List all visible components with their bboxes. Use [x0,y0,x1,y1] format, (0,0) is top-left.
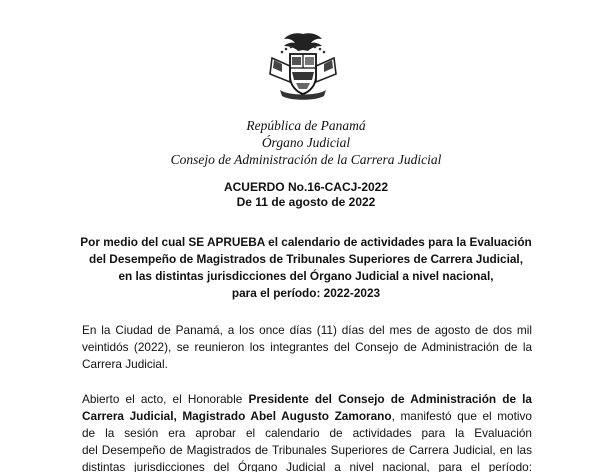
body-paragraph-2-line: del Desempeño de Magistrados de Tribunales Superiores de Carrera Judicial, en las [82,443,532,457]
body-paragraph-2-line: de la sesión era aprobar el calendario de actividades para la Evaluación [82,426,532,440]
opening-text: Abierto el acto, el Honorable [82,392,243,406]
subject-line: del Desempeño de Magistrados de Tribunales Superiores de Carrera Judicial, [88,252,523,266]
institution-line-republic: República de Panamá [246,118,366,133]
body-paragraph-2-line [82,391,532,408]
coat-of-arms-icon [262,30,344,102]
agreement-number: ACUERDO No.16-CACJ-2022 [223,180,389,194]
body-paragraph-1-line: En la Ciudad de Panamá, a los once días (11) días del mes de agosto de dos mil [82,323,532,337]
statement-text: , manifestó que el motivo [391,409,532,423]
subject-line: en las distintas jurisdicciones del Órgano Judicial a nivel nacional, [118,269,494,283]
subject-line: para el período: 2022-2023 [231,286,381,300]
body-paragraph-2-line: distintas jurisdicciones del Órgano Judicial a nivel nacional, para el período: [82,460,532,472]
body-paragraph-1-line: Carrera Judicial. [82,357,168,371]
body-paragraph-1-line: veintidós (2022), se reunieron los integrantes del Consejo de Administración de la [82,340,532,354]
body-paragraph-2-line [82,408,532,425]
president-name: Carrera Judicial, Magistrado Abel Augusto Zamorano [82,409,392,423]
agreement-date: De 11 de agosto de 2022 [236,195,376,209]
subject-line: Por medio del cual SE APRUEBA el calendario de actividades para la Evaluación [80,235,532,249]
institution-line-organ: Órgano Judicial [261,135,351,150]
president-title: Presidente del Consejo de Administración de la [248,392,532,406]
institution-line-council: Consejo de Administración de la Carrera Judicial [170,152,442,167]
